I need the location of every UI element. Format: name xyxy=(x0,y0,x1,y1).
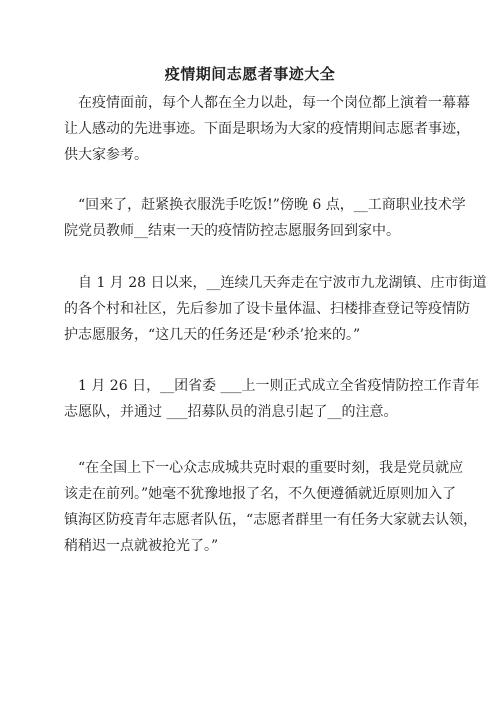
paragraph-line: 在疫情面前，每个人都在全力以赴，每一个岗位都上演着一幕幕 xyxy=(64,95,470,111)
paragraph-line: 志愿队，并通过 ___招募队员的消息引起了__的注意。 xyxy=(64,404,398,420)
paragraph-youth-team xyxy=(64,373,480,425)
paragraph-line: 镇海区防疫青年志愿者队伍，“志愿者群里一有任务大家就去认领， xyxy=(64,512,478,528)
paragraph-intro xyxy=(64,90,470,168)
paragraph-party-member xyxy=(64,455,478,559)
paragraph-line: 院党员教师__结束一天的疫情防控志愿服务回到家中。 xyxy=(64,223,400,239)
paragraph-line: 该走在前列。”她毫不犹豫地报了名，不久便遵循就近原则加入了 xyxy=(64,486,457,502)
paragraph-return-home xyxy=(64,192,466,244)
paragraph-line: 供大家参考。 xyxy=(64,147,148,163)
paragraph-line: 让人感动的先进事迹。下面是职场为大家的疫情期间志愿者事迹， xyxy=(64,121,470,137)
paragraph-line: “回来了，赶紧换衣服洗手吃饭!”傍晚 6 点，__工商职业技术学 xyxy=(64,197,466,213)
paragraph-line: 自 1 月 28 日以来，__连续几天奔走在宁波市九龙湖镇、庄市街道 xyxy=(64,275,487,291)
paragraph-line: 的各个村和社区，先后参加了设卡量体温、扫楼排查登记等疫情防 xyxy=(64,301,470,317)
paragraph-line: 1 月 26 日，__团省委 ___上一则正式成立全省疫情防控工作青年 xyxy=(64,378,480,394)
paragraph-line: “在全国上下一心众志成城共克时艰的重要时刻，我是党员就应 xyxy=(64,460,464,476)
document-title: 疫情期间志愿者事迹大全 xyxy=(164,65,336,83)
paragraph-volunteer-service xyxy=(64,270,487,348)
paragraph-line: 稍稍迟一点就被抢光了。” xyxy=(64,538,219,554)
paragraph-line: 护志愿服务，“这几天的任务还是‘秒杀’抢来的。” xyxy=(64,327,361,343)
